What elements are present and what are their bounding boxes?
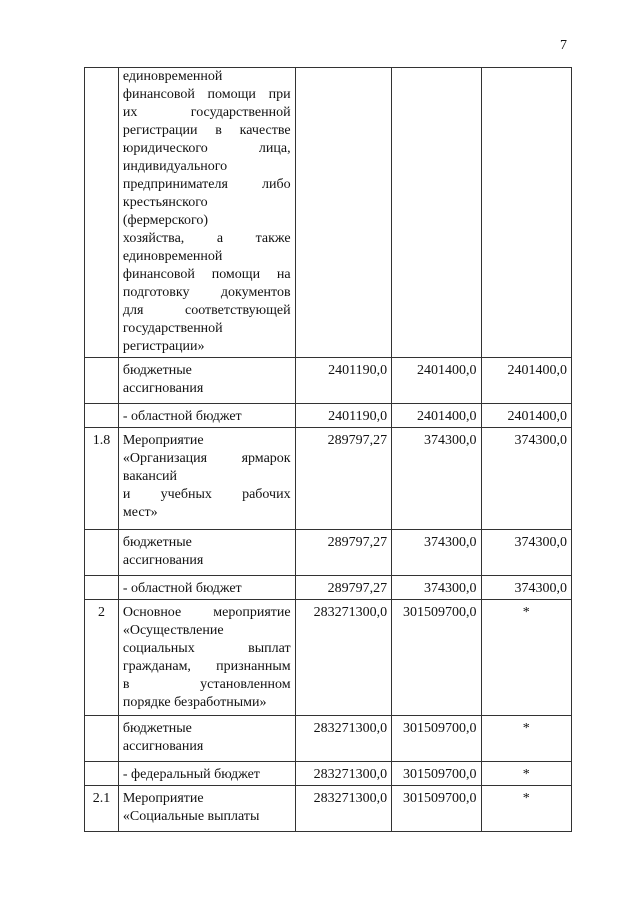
row-number-cell [85,576,119,600]
budget-table-body [85,68,572,832]
value-2021-cell: * [481,716,571,762]
description-line: ассигнования [122,381,204,396]
page-number: 7 [560,38,567,53]
description-cell [118,68,295,358]
description-line: бюджетные [122,363,192,378]
value-2019-cell: 283271300,0 [295,600,392,716]
value-2019-cell: 2401190,0 [295,404,392,428]
value-2020-cell: 2401400,0 [392,358,481,404]
value-2019-cell: 283271300,0 [295,716,392,762]
value-2021-cell: * [481,600,571,716]
description-line: порядке безработными» [122,695,267,710]
description-line: вакансий [122,469,178,484]
description-line: Мероприятие [122,791,204,806]
description-cell [118,404,295,428]
value-2020-cell: 2401400,0 [392,404,481,428]
budget-table [84,67,572,832]
description-cell [118,762,295,786]
row-number-cell [85,68,119,358]
description-line: - областной бюджет [122,581,242,596]
value-2019-cell: 289797,27 [295,428,392,530]
description-line: (фермерского) [122,213,209,228]
value-2019-cell: 289797,27 [295,576,392,600]
description-line: «Организация ярмарок [122,451,291,466]
value-2020-cell: 374300,0 [392,576,481,600]
description-cell [118,358,295,404]
value-2019-cell [295,68,392,358]
description-line: их государственной [122,105,291,120]
row-number-cell: 2.1 [85,786,119,832]
row-number-cell [85,404,119,428]
value-2021-cell: 374300,0 [481,428,571,530]
description-line: регистрации» [122,339,205,354]
description-line: бюджетные [122,535,192,550]
description-cell [118,428,295,530]
value-2020-cell: 374300,0 [392,428,481,530]
row-number-cell: 2 [85,600,119,716]
description-line: регистрации в качестве [122,123,291,138]
description-line: в установленном [122,677,291,692]
description-line: мест» [122,505,158,520]
description-line: юридического лица, [122,141,291,156]
description-line: - областной бюджет [122,409,242,424]
description-line: «Социальные выплаты [122,809,260,824]
value-2019-cell: 289797,27 [295,530,392,576]
value-2020-cell: 301509700,0 [392,716,481,762]
value-2020-cell: 301509700,0 [392,786,481,832]
value-2020-cell: 374300,0 [392,530,481,576]
description-cell [118,530,295,576]
row-number-cell [85,716,119,762]
row-number-cell [85,530,119,576]
description-line: «Осуществление [122,623,224,638]
value-2020-cell: 301509700,0 [392,762,481,786]
description-line: крестьянского [122,195,208,210]
table-row [85,358,572,404]
value-2021-cell: 2401400,0 [481,404,571,428]
value-2021-cell: * [481,762,571,786]
description-line: подготовку документов [122,285,291,300]
table-row [85,716,572,762]
description-line: ассигнования [122,553,204,568]
description-cell [118,716,295,762]
value-2019-cell: 2401190,0 [295,358,392,404]
table-row [85,404,572,428]
description-cell [118,600,295,716]
description-line: финансовой помощи на [122,267,291,282]
description-line: единовременной [122,69,223,84]
value-2019-cell: 283271300,0 [295,762,392,786]
value-2021-cell: 374300,0 [481,530,571,576]
row-number-cell: 1.8 [85,428,119,530]
description-line: финансовой помощи при [122,87,291,102]
description-line: Основное мероприятие [122,605,291,620]
description-line: единовременной [122,249,223,264]
row-number-cell [85,762,119,786]
table-row [85,600,572,716]
description-cell [118,576,295,600]
description-line: государственной [122,321,223,336]
table-row [85,428,572,530]
value-2021-cell: 374300,0 [481,576,571,600]
description-line: предпринимателя либо [122,177,291,192]
table-row [85,576,572,600]
row-number-cell [85,358,119,404]
value-2020-cell: 301509700,0 [392,600,481,716]
table-row [85,786,572,832]
table-row [85,762,572,786]
description-line: ассигнования [122,739,204,754]
value-2021-cell: 2401400,0 [481,358,571,404]
description-line: для соответствующей [122,303,291,318]
description-line: индивидуального [122,159,228,174]
description-line: гражданам, признанным [122,659,291,674]
description-line: хозяйства, а также [122,231,291,246]
table-row [85,530,572,576]
description-line: бюджетные [122,721,192,736]
description-line: социальных выплат [122,641,291,656]
value-2021-cell: * [481,786,571,832]
value-2020-cell [392,68,481,358]
description-line: - федеральный бюджет [122,767,260,782]
value-2021-cell [481,68,571,358]
description-line: и учебных рабочих [122,487,291,502]
table-row [85,68,572,358]
description-cell [118,786,295,832]
value-2019-cell: 283271300,0 [295,786,392,832]
description-line: Мероприятие [122,433,204,448]
